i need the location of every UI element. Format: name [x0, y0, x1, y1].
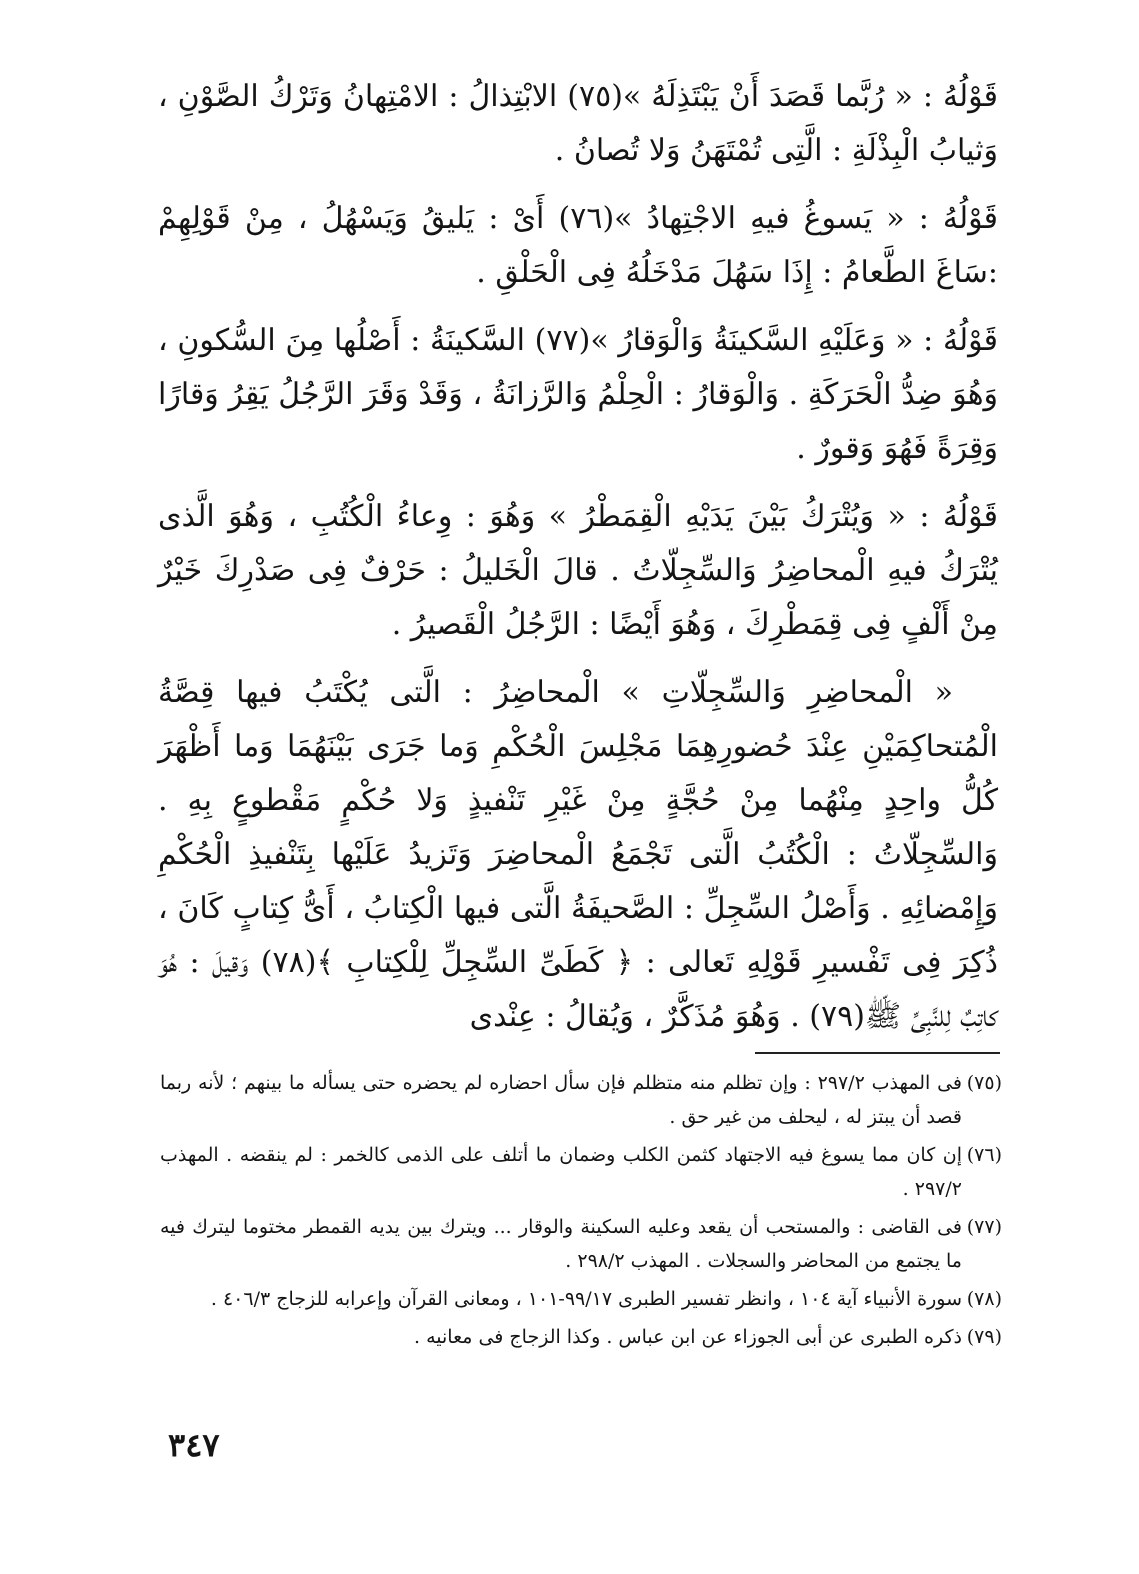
footnote-number: (٧٨) — [966, 1288, 1002, 1310]
footnote-separator — [755, 1052, 1000, 1054]
footnote-text: سورة الأنبياء آية ١٠٤ ، وانظر تفسير الطبرى ٩٩/١٧-١٠١ ، ومعانى القرآن وإعرابه للزجاج ٤٠٦/٣ . — [210, 1288, 962, 1310]
footnote — [160, 1282, 1002, 1316]
footnote — [160, 1138, 1002, 1206]
footnote — [160, 1320, 1002, 1354]
footnote-number: (٧٩) — [966, 1326, 1002, 1348]
footnote-text: ذكره الطبرى عن أبى الجوزاء عن ابن عباس . وكذا الزجاج فى معانيه . — [414, 1326, 962, 1348]
footnote — [160, 1210, 1002, 1278]
footnote-text: إن كان مما يسوغ فيه الاجتهاد كثمن الكلب وضمان ما أتلف على الذمى كالخمر : لم ينقضه . المهذب ٢٩٧/٢ . — [160, 1144, 962, 1200]
paragraph: قَوْلُهُ : « يَسوغُ فيهِ الاجْتِهادُ »(٧٦) أَىْ : يَليقُ وَيَسْهُلُ ، مِنْ قَوْلِهِمْ :سَاغَ الطَّعامُ : إِذَا سَهُلَ مَدْخَلُهُ فِى الْحَلْقِ . — [158, 201, 998, 290]
paragraph: « الْمحاضِرِ وَالسِّجِلّاتِ » الْمحاضِرُ : الَّتى يُكْتَبُ فيها قِصَّةُ الْمُتحاكِمَيْنِ عِنْدَ حُضورِهِمَا مَجْلِسَ الْحُكْمِ وَما جَرَى بَيْنَهُمَا وَما أَظْهَرَ كُلُّ واحِدٍ مِنْهُما مِنْ حُجَّةٍ مِنْ غَيْرِ تَنْفيذٍ وَلا حُكْمٍ مَقْطوعٍ بِهِ . وَالسِّجِلّاتُ : الْكُتُبُ الَّتى تَجْمَعُ الْمحاضِرَ وَتَزيدُ عَلَيْها بِتَنْفيذِ الْحُكْمِ وَإِمْضائِهِ . وَأَصْلُ السِّجِلِّ : الصَّحيفَةُ الَّتى فيها الْكِتابُ ، أَىُّ كِتابٍ كَانَ ، ذُكِرَ فِى تَفْسيرِ قَوْلِهِ تَعالى : ﴿ كَطَىِّ السِّجِلِّ لِلْكِتابِ ﴾(٧٨) وَقيلَ : هُوَ كاتِبٌ لِلنَّبِىِّ ﷺ(٧٩) . وَهُوَ مُذَكَّرٌ ، وَيُقالُ : عِنْدى — [158, 675, 998, 1034]
paragraph: قَوْلُهُ : « وَيُتْرَكُ بَيْنَ يَدَيْهِ الْقِمَطْرُ » وَهُوَ : وِعاءُ الْكُتُبِ ، وَهُوَ الَّذى يُتْرَكُ فيهِ الْمحاضِرُ وَالسِّجِلّاتُ . قالَ الْخَليلُ : حَرْفٌ فِى صَدْرِكَ خَيْرٌ مِنْ أَلْفٍ فِى قِمَطْرِكَ ، وَهُوَ أَيْضًا : الرَّجُلُ الْقَصيرُ . — [158, 499, 998, 642]
footnote-number: (٧٦) — [966, 1144, 1002, 1166]
footnote-number: (٧٧) — [966, 1216, 1002, 1238]
footnote — [160, 1066, 1002, 1134]
footnote-text: فى القاضى : والمستحب أن يقعد وعليه السكينة والوقار ... ويترك بين يديه القمطر مختوما ليترك فيه ما يجتمع من المحاضر والسجلات . المهذب ٢٩٨/٢ . — [160, 1216, 962, 1272]
footnote-number: (٧٥) — [966, 1072, 1002, 1094]
footnote-text: فى المهذب ٢٩٧/٢ : وإن تظلم منه متظلم فإن سأل احضاره لم يحضره حتى يسأله ما بينهم ؛ لأنه ربما قصد أن يبتز له ، ليحلف من غير حق . — [160, 1072, 962, 1128]
footnotes — [160, 1066, 1002, 1358]
main-text — [158, 70, 998, 1058]
page-number: ٣٤٧ — [168, 1426, 220, 1464]
paragraph: قَوْلُهُ : « رُبَّما قَصَدَ أَنْ يَبْتَذِلَهُ »(٧٥) الابْتِذالُ : الامْتِهانُ وَتَرْكُ الصَّوْنِ ، وَثيابُ الْبِذْلَةِ : الَّتِى تُمْتَهَنُ وَلا تُصانُ . — [158, 79, 999, 168]
paragraph: قَوْلُهُ : « وَعَلَيْهِ السَّكينَةُ وَالْوَقارُ »(٧٧) السَّكينَةُ : أَصْلُها مِنَ السُّكونِ ، وَهُوَ ضِدُّ الْحَرَكَةِ . وَالْوَقارُ : الْحِلْمُ وَالرَّزانَةُ ، وَقَدْ وَقَرَ الرَّجُلُ يَقِرُ وَقارًا وَقِرَةً فَهُوَ وَقورٌ . — [158, 323, 999, 466]
